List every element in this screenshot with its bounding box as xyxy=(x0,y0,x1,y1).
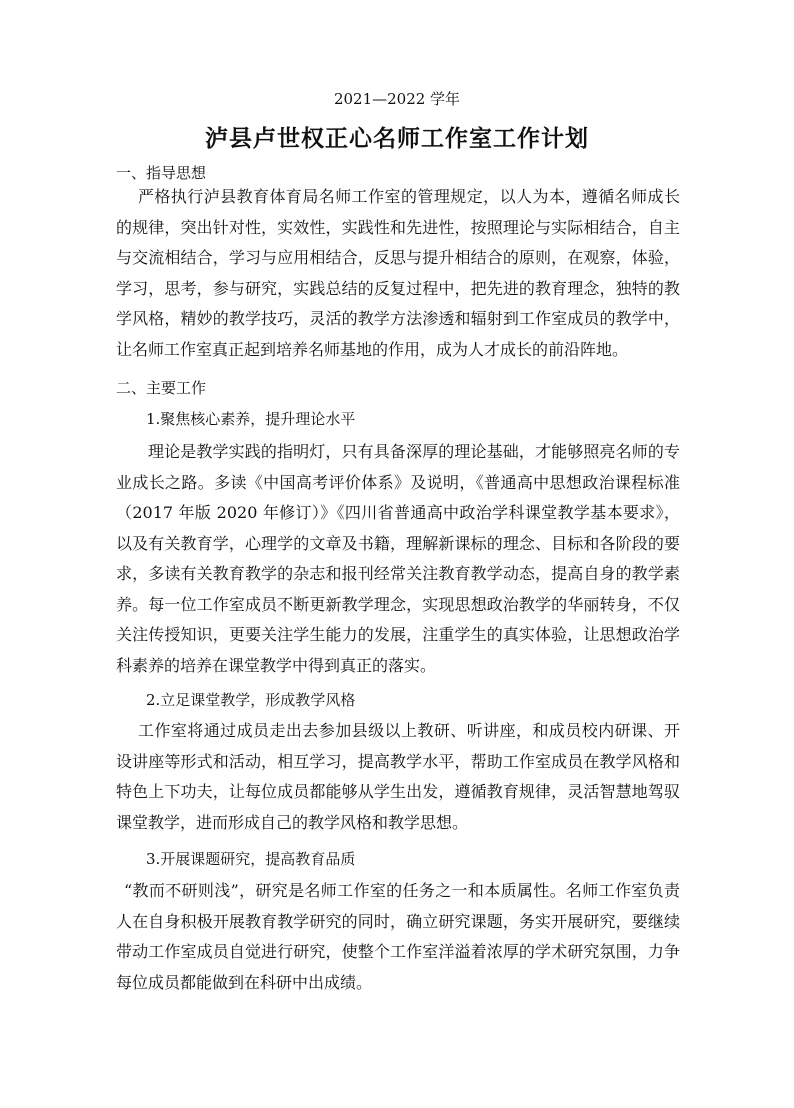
document-title: 泸县卢世权正心名师工作室工作计划 xyxy=(205,126,589,152)
subsection-heading-research: 3.开展课题研究，提高教育品质 xyxy=(146,850,356,868)
section-heading-guiding-thought: 一、指导思想 xyxy=(116,164,207,182)
subsection-heading-classroom: 2.立足课堂教学，形成教学风格 xyxy=(146,691,356,709)
academic-year: 2021—2022 学年 xyxy=(333,90,461,108)
subsection-heading-theory: 1.聚焦核心素养，提升理论水平 xyxy=(146,410,356,428)
subsection-paragraph-classroom: 工作室将通过成员走出去参加县级以上教研、听讲座，和成员校内研课、开设讲座等形式和活动，相互学习，提高教学水平，帮助工作室成员在教学风格和特色上下功夫，让每位成员都能够从学生出发，遵循教育规律，灵活智慧地驾驭课堂教学，进而形成自己的教学风格和教学思想。 xyxy=(116,721,680,832)
subsection-paragraph-theory: 理论是教学实践的指明灯，只有具备深厚的理论基础，才能够照亮名师的专业成长之路。多读《中国高考评价体系》及说明，《普通高中思想政治课程标准（2017 年版 2020 年修订）》《四川省普通高中政治学科课堂教学基本要求》，以及有关教育学，心理学的文章及书籍，理解新课标的理念、目标和各阶段的要求，多读有关教育教学的杂志和报刊经常关注教育教学动态，提高自身的教学素养。每一位工作室成员不断更新教学理念，实现思想政治教学的华丽转身，不仅关注传授知识，更要关注学生能力的发展，注重学生的真实体验，让思想政治学科素养的培养在课堂教学中得到真正的落实。 xyxy=(116,442,680,675)
section-heading-main-work: 二、主要工作 xyxy=(116,379,207,397)
section-paragraph-guiding-thought: 严格执行泸县教育体育局名师工作室的管理规定，以人为本，遵循名师成长的规律，突出针对性，实效性，实践性和先进性，按照理论与实际相结合，自主与交流相结合，学习与应用相结合，反思与提升相结合的原则，在观察，体验，学习，思考，参与研究，实践总结的反复过程中，把先进的教育理念，独特的教学风格，精妙的教学技巧，灵活的教学方法渗透和辐射到工作室成员的教学中，让名师工作室真正起到培养名师基地的作用，成为人才成长的前沿阵地。 xyxy=(116,187,680,359)
subsection-paragraph-research: “教而不研则浅”，研究是名师工作室的任务之一和本质属性。名师工作室负责人在自身积极开展教育教学研究的同时，确立研究课题，务实开展研究，要继续带动工作室成员自觉进行研究，使整个工作室洋溢着浓厚的学术研究氛围，力争每位成员都能做到在科研中出成绩。 xyxy=(116,881,680,992)
